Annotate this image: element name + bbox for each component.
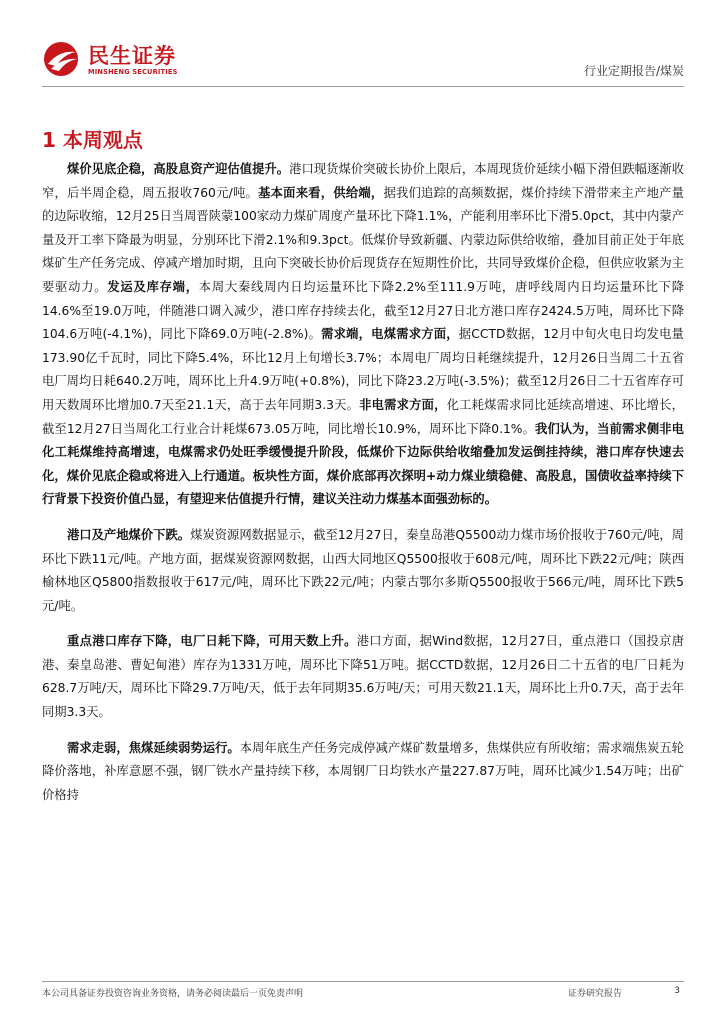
bold-text-run: 非电需求方面， xyxy=(359,397,447,412)
bold-text-run: 我们认为，当前需求侧非电化工耗煤维持高增速，电煤需求仍处旺季缓慢提升阶段，低煤价下边际供给收缩叠加发运倒挂持续，港口库存快速去化，煤价见底企稳或将进入上行通道。板块性方面，煤价底部再次探明+动力煤业绩稳健、高股息，国债收益率持续下行背景下投资价值凸显，有望迎来估值提升行情，建议关注动力煤基本面强劲标的。 xyxy=(42,421,684,507)
bold-text-run: 需求端，电煤需求方面， xyxy=(321,327,459,342)
text-run: 化工耗煤需求同比延续高增速、环比增长，截至12月27日当周化工行业合计耗煤673.05万吨，同比增长10.9%，周环比下降0.1%。 xyxy=(42,397,684,436)
report-body xyxy=(42,158,684,819)
logo-chinese-name: 民生证券 xyxy=(88,44,176,68)
bold-text-run: 基本面来看，供给端， xyxy=(258,185,384,200)
report-type: 行业定期报告/煤炭 xyxy=(583,64,684,78)
paragraph-port-inventory xyxy=(42,630,684,724)
paragraph-port-prices xyxy=(42,524,684,618)
text-run: 据CCTD数据，12月中旬火电日均发电量173.90亿千瓦时，同比下降5.4%，环比12月上旬增长3.7%；本周电厂周均日耗继续提升，12月26日当周二十五省电厂周均日耗640.2万吨，周环比上升4.9万吨(+0.8%)，同比下降23.2万吨(-3.5%)；截至12月26日二十五省库存可用天数周环比增加0.7天至21.1天，高于去年同期3.3天。 xyxy=(42,327,684,412)
page-header xyxy=(42,38,684,84)
header-divider xyxy=(42,86,684,87)
bold-text-run: 需求走弱，焦煤延续弱势运行。 xyxy=(67,740,240,755)
bold-text-run: 港口及产地煤价下跌。 xyxy=(67,527,191,542)
text-run: 本周年底生产任务完成停减产煤矿数量增多，焦煤供应有所收缩；需求端焦炭五轮降价落地，补库意愿不强，钢厂铁水产量持续下移，本周钢厂日均铁水产量227.87万吨，周环比减少1.54万吨；出矿价格持 xyxy=(42,740,684,802)
minsheng-logo-icon xyxy=(42,40,82,78)
minsheng-logo xyxy=(42,38,192,82)
text-run: 港口方面，据Wind数据，12月27日，重点港口（国投京唐港、秦皇岛港、曹妃甸港）库存为1331万吨，周环比下降51万吨。据CCTD数据，12月26日二十五省的电厂日耗为628.7万吨/天，周环比下降29.7万吨/天，低于去年同期35.6万吨/天；可用天数21.1天，周环比上升0.7天，高于去年同期3.3天。 xyxy=(42,634,684,720)
section-title: 1 本周观点 xyxy=(42,128,143,152)
text-run: 港口现货煤价突破长协价上限后，本周现货价延续小幅下滑但跌幅逐渐收窄，后半周企稳，周五报收760元/吨。 xyxy=(42,162,684,200)
footer-divider xyxy=(42,981,684,982)
bold-text-run: 发运及库存端， xyxy=(107,279,199,294)
text-run: 煤炭资源网数据显示，截至12月27日，秦皇岛港Q5500动力煤市场价报收于760元/吨，周环比下跌11元/吨。产地方面，据煤炭资源网数据，山西大同地区Q5500报收于608元/吨，周环比下跌22元/吨；陕西榆林地区Q5800指数报收于617元/吨，周环比下跌22元/吨；内蒙古鄂尔多斯Q5500报收于566元/吨，周环比下跌5元/吨。 xyxy=(42,527,684,613)
bold-text-run: 煤价见底企稳，高股息资产迎估值提升。 xyxy=(67,162,290,176)
bold-text-run: 重点港口库存下降，电厂日耗下降，可用天数上升。 xyxy=(67,634,357,649)
logo-english-name: MINSHENG SECURITIES xyxy=(88,68,178,76)
paragraph-coking-coal xyxy=(42,737,684,808)
text-run: 本周大秦线周内日均运量环比下降2.2%至111.9万吨，唐呼线周内日均运量环比下降14.6%至19.0万吨，伴随港口调入减少，港口库存持续去化，截至12月27日北方港口库存2424.5万吨，周环比下降104.6万吨(-4.1%)，同比下降69.0万吨(-2.8%)。 xyxy=(42,279,684,342)
disclaimer-note: 本公司具备证券投资咨询业务资格，请务必阅读最后一页免责声明 xyxy=(42,989,304,999)
page-number: 3 xyxy=(674,986,680,996)
text-run: 据我们追踪的高频数据，煤价持续下滑带来主产地产量的边际收缩，12月25日当周晋陕蒙100家动力煤矿周度产量环比下降1.1%，产能利用率环比下滑5.0pct，其中内蒙产量及开工率下降最为明显，分别环比下滑2.1%和9.3pct。低煤价导致新疆、内蒙边际供给收缩，叠加目前正处于年底煤矿生产任务完成、停减产增加时期，且向下突破长协价后现货存在短期性价比，共同导致煤价企稳，但供应收紧为主要驱动力。 xyxy=(42,185,684,294)
paragraph-weekly-view xyxy=(42,158,684,512)
footer-report-tag: 证券研究报告 xyxy=(568,989,623,999)
